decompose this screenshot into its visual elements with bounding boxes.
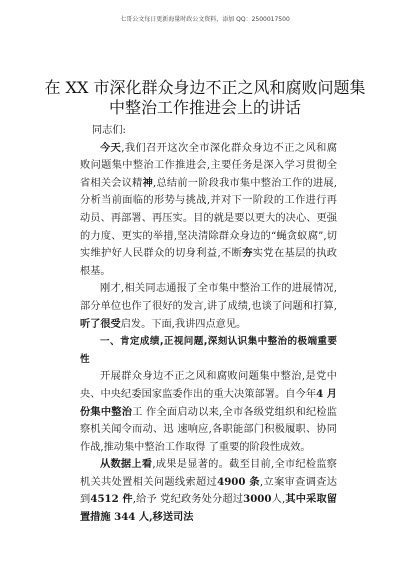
p1-text-a: ,我们召开这次全市深化群众身边不正之风和腐败问题集中整治工作推进会,主要任务是深入学习贯彻全省相关会议精 [80,142,337,189]
paragraph-4 [80,456,337,526]
p2-text-a: 刚才,相关同志通报了全市集中整治工作的进展情况,部分单位也作了很好的发言,讲了成绩,也谈了问题和打算, [80,283,337,312]
p4-number-1: 4900 条 [217,475,260,488]
p2-bold: 听了很受 [80,317,121,330]
p4-number-3: 3000 [243,493,272,506]
title-line-2: 中整治工作推进会上的讲话 [108,98,301,117]
p3-bold-1: 4 月份集中整治 [80,387,337,418]
greeting: 同志们: [92,125,126,136]
p2-text-b: 启发。下面,我讲四点意见。 [120,318,247,330]
p1-text-c: 实党在基层的执政根基。 [80,248,337,277]
title-line-1: 在 XX 市深化群众身边不正之风和腐败问题集 [44,78,366,97]
p4-lead: 从数据上看 [100,458,153,471]
p4-text-c: ,给予 党纪政务处分超过 [132,494,244,506]
paragraph-3 [80,368,337,456]
p4-text-a: ,成果是显著的。截至目前,全市纪检监察机关共处置相关问题线索超过 [80,459,337,488]
paragraph-2 [80,280,337,333]
paragraph-1 [80,140,337,281]
document-body [80,122,337,527]
p1-lead: 今天 [100,141,122,154]
section-heading-1: 一、肯定成绩,正视问题,深刻认识集中整治的极端重要性 [80,336,337,365]
p4-bold-end: 其中采取留置措施 344 人,移送司法 [80,493,337,524]
header-note: 七哥公文每日更新海量时政公文资料，添加 QQ：2500017500 [120,16,290,23]
p1-bold-3: 夯 [242,247,253,260]
p4-text-d: 人, [271,494,286,506]
p3-text-a: 开展群众身边不正之风和腐败问题集中整治,是党中央、中央纪委国家监委作出的重大决策部署。自今年 [80,371,337,400]
p4-text-b: ,立案审查调查达到 [80,476,337,506]
p4-number-2: 4512 件 [90,493,133,506]
p1-bold-2: 神 [142,176,154,189]
p1-text-b: ,总结前一阶段我市集中整治工作的进展,分析当前面临的形势与挑战,并对下一阶段的工作进行再动员、再部署、再压实。目的就是要以更大的决心、更强的力度、更实的举措,坚决清除群众身边的“蝇贪蚁腐”,切实维护好人民群众的切身利益,不断 [80,177,338,260]
document-title [40,78,370,118]
p3-text-b: 工 作全面启动以来,全市各级党组织和纪检监察机关闻令而动、迅 速响应,各职能部门积极履职、协同作战,推动集中整治工作取得 了重要的阶段性成效。 [80,406,337,453]
